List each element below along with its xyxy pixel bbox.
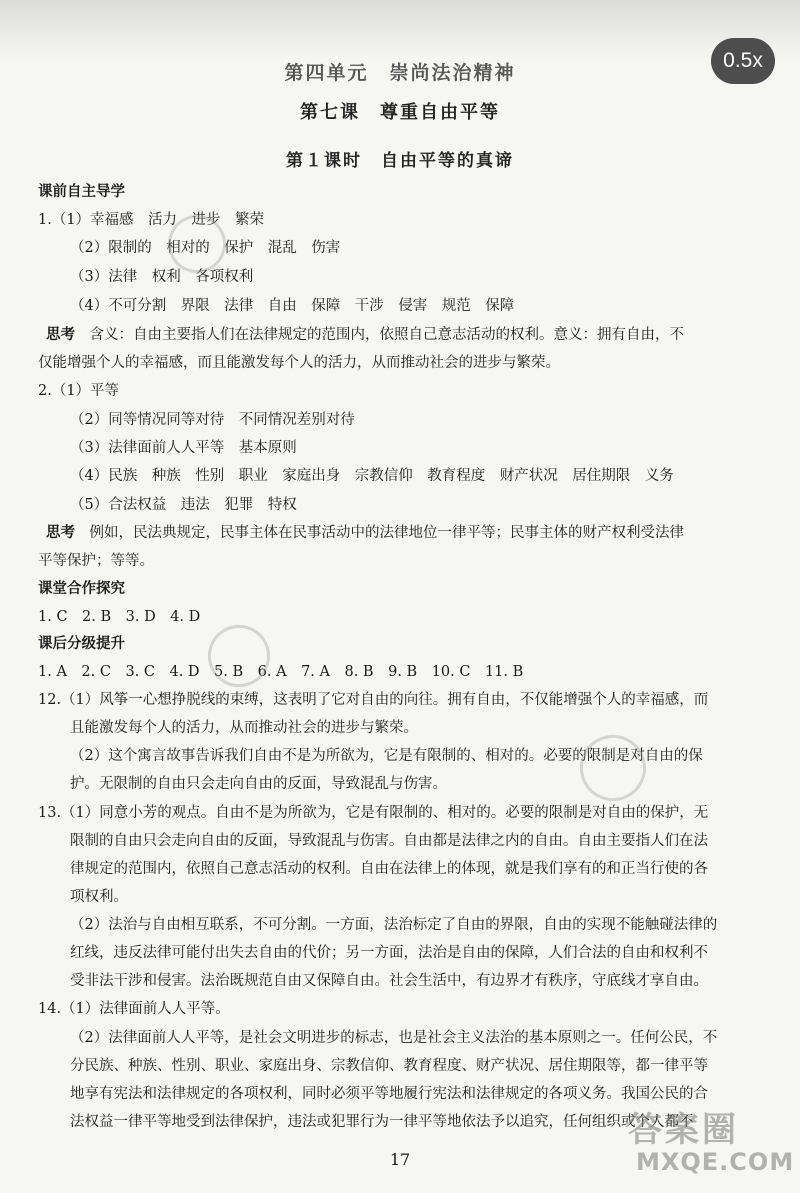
answer-line: （2）法律面前人人平等，是社会文明进步的标志，也是社会主义法治的基本原则之一。任何公民，不 bbox=[70, 1030, 718, 1046]
think-text: 含义：自由主要指人们在法律规定的范围内，依照自己意志活动的权利。意义：拥有自由，不 bbox=[89, 327, 684, 343]
watermark-site-text: MXQE.COM bbox=[636, 1148, 795, 1176]
answer-line: 法权益一律平等地受到法律保护，违法或犯罪行为一律平等地依法予以追究，任何组织或个人都不 bbox=[70, 1114, 694, 1130]
answer-line: 平等保护；等等。 bbox=[38, 553, 154, 569]
answer-line: （2）法治与自由相互联系，不可分割。一方面，法治标定了自由的界限，自由的实现不能触碰法律的 bbox=[70, 917, 718, 933]
playback-speed-button[interactable]: 0.5x bbox=[711, 38, 775, 84]
lesson-title: 第七课 尊重自由平等 bbox=[300, 102, 500, 123]
answer-line: 项权利。 bbox=[70, 889, 128, 905]
answer-line: （4）不可分割 界限 法律 自由 保障 干涉 侵害 规范 保障 bbox=[70, 298, 515, 314]
period-title: 第１课时 自由平等的真谛 bbox=[286, 151, 514, 171]
watermark-stamp-icon bbox=[571, 726, 656, 811]
page-number: 17 bbox=[389, 1150, 411, 1169]
answer-line: 13.（1）同意小芳的观点。自由不是为所欲为，它是有限制的、相对的。必要的限制是对自由的保护，无 bbox=[38, 805, 709, 821]
answer-line: （2）同等情况同等对待 不同情况差别对待 bbox=[70, 412, 355, 428]
answer-line: （3）法律 权利 各项权利 bbox=[70, 269, 254, 285]
think-text: 例如，民法典规定，民事主体在民事活动中的法律地位一律平等；民事主体的财产权利受法律 bbox=[89, 525, 684, 541]
answer-line: 2.（1）平等 bbox=[38, 383, 120, 399]
think-label: 思考 bbox=[46, 525, 75, 541]
answer-line: 12.（1）风筝一心想挣脱线的束缚，这表明了它对自由的向往。拥有自由，不仅能增强个人的幸福感，而 bbox=[38, 692, 709, 708]
answer-line: 地享有宪法和法律规定的各项权利，同时必须平等地履行宪法和法律规定的各项义务。我国公民的合 bbox=[70, 1086, 708, 1102]
watermark-brand-text: 答案圈 bbox=[628, 1110, 739, 1150]
answer-line: 且能激发每个人的活力，从而推动社会的进步与繁荣。 bbox=[70, 720, 418, 736]
section-pre-class: 课前自主导学 bbox=[38, 184, 125, 200]
answer-line: 限制的自由只会走向自由的反面，导致混乱与伤害。自由都是法律之内的自由。自由主要指人们在法 bbox=[70, 833, 708, 849]
think-paragraph bbox=[46, 325, 774, 345]
answer-line: 护。无限制的自由只会走向自由的反面，导致混乱与伤害。 bbox=[70, 776, 447, 792]
unit-title: 第四单元 崇尚法治精神 bbox=[284, 62, 516, 84]
section-in-class: 课堂合作探究 bbox=[38, 581, 125, 597]
answer-line: （4）民族 种族 性别 职业 家庭出身 宗教信仰 教育程度 财产状况 居住期限 义务 bbox=[70, 468, 674, 484]
watermark-stamp-icon bbox=[199, 616, 278, 695]
answer-line: 1. C 2. B 3. D 4. D bbox=[38, 609, 201, 625]
top-shade bbox=[0, 0, 800, 60]
think-paragraph bbox=[46, 523, 774, 543]
answer-line: 红线，违反法律可能付出失去自由的代价；另一方面，法治是自由的保障，人们合法的自由和权利不 bbox=[70, 945, 708, 961]
answer-line: 1.（1）幸福感 活力 进步 繁荣 bbox=[38, 212, 265, 228]
answer-line: （2）这个寓言故事告诉我们自由不是为所欲为，它是有限制的、相对的。必要的限制是对自由的保 bbox=[70, 748, 703, 764]
answer-line: （3）法律面前人人平等 基本原则 bbox=[70, 440, 297, 456]
answer-line: 仅能增强个人的幸福感，而且能激发每个人的活力，从而推动社会的进步与繁荣。 bbox=[38, 355, 560, 371]
answer-line: 受非法干涉和侵害。法治既规范自由又保障自由。社会生活中，有边界才有秩序，守底线才享自由。 bbox=[70, 973, 708, 989]
answer-line: 1. A 2. C 3. C 4. D 5. B 6. A 7. A 8. B 9. B 10. C 11. B bbox=[38, 664, 524, 680]
watermark-brand-logo bbox=[620, 1100, 795, 1180]
answer-line: （2）限制的 相对的 保护 混乱 伤害 bbox=[70, 240, 341, 256]
answer-line: 分民族、种族、性别、职业、家庭出身、宗教信仰、教育程度、财产状况、居住期限等，都一律平等 bbox=[70, 1058, 708, 1074]
section-after-class: 课后分级提升 bbox=[38, 636, 125, 652]
think-label: 思考 bbox=[46, 327, 75, 343]
answer-line: 14.（1）法律面前人人平等。 bbox=[38, 1001, 230, 1017]
answer-line: （5）合法权益 违法 犯罪 特权 bbox=[70, 497, 297, 513]
answer-line: 律规定的范围内，依照自己意志活动的权利。自由在法律上的体现，就是我们享有的和正当行使的各 bbox=[70, 861, 708, 877]
